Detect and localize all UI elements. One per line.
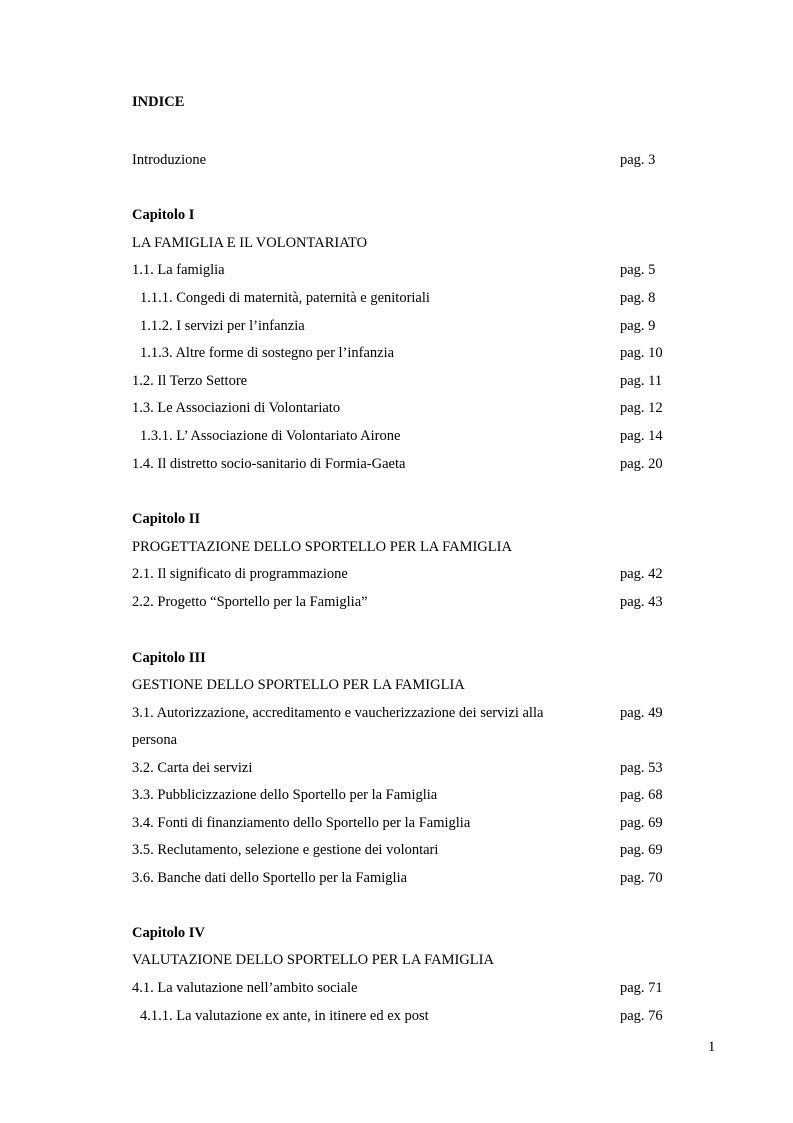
toc-entry-label: 3.6. Banche dati dello Sportello per la Famiglia — [132, 870, 408, 886]
toc-entry-label: 3.1. Autorizzazione, accreditamento e vaucherizzazione dei servizi alla — [132, 705, 544, 721]
toc-entry-label: 2.1. Il significato di programmazione — [132, 566, 348, 582]
toc-entry-label: 3.3. Pubblicizzazione dello Sportello per la Famiglia — [132, 787, 438, 803]
toc-entry-label: 4.1. La valutazione nell’ambito sociale — [132, 980, 358, 996]
toc-entry — [132, 1005, 672, 1027]
page-number: 1 — [708, 1039, 716, 1055]
toc-entry — [132, 425, 672, 447]
chapter-3-title: GESTIONE DELLO SPORTELLO PER LA FAMIGLIA — [132, 677, 465, 693]
chapter-4-heading: Capitolo IV — [132, 925, 205, 941]
toc-entry — [132, 591, 672, 613]
toc-entry — [132, 259, 672, 281]
toc-entry-label: 1.1. La famiglia — [132, 262, 225, 278]
toc-entry — [132, 453, 672, 475]
toc-entry-label: 2.2. Progetto “Sportello per la Famiglia” — [132, 594, 368, 610]
toc-entry-page: pag. 43 — [620, 594, 663, 610]
chapter-1-heading: Capitolo I — [132, 207, 195, 223]
toc-entry-page: pag. 49 — [620, 705, 663, 721]
toc-entry-label: 1.2. Il Terzo Settore — [132, 373, 248, 389]
toc-entry-label: 1.3.1. L’ Associazione di Volontariato Airone — [140, 428, 401, 444]
toc-entry-page: pag. 68 — [620, 787, 663, 803]
toc-entry — [132, 867, 672, 889]
toc-entry — [132, 977, 672, 999]
toc-entry-label: 1.1.2. I servizi per l’infanzia — [140, 318, 305, 334]
toc-entry-page: pag. 11 — [620, 373, 663, 389]
toc-entry-label: 1.4. Il distretto socio-sanitario di Formia-Gaeta — [132, 456, 406, 472]
chapter-2-title: PROGETTAZIONE DELLO SPORTELLO PER LA FAMIGLIA — [132, 539, 512, 555]
index-title: INDICE — [132, 94, 185, 110]
toc-entry-label: 3.4. Fonti di finanziamento dello Sportello per la Famiglia — [132, 815, 471, 831]
toc-entry-page: pag. 12 — [620, 400, 663, 416]
toc-entry-page: pag. 69 — [620, 842, 663, 858]
toc-entry-label: Introduzione — [132, 152, 207, 168]
toc-entry-page: pag. 20 — [620, 456, 663, 472]
toc-entry-label: 3.5. Reclutamento, selezione e gestione dei volontari — [132, 842, 439, 858]
chapter-1-title: LA FAMIGLIA E IL VOLONTARIATO — [132, 235, 368, 251]
toc-entry-label: 3.2. Carta dei servizi — [132, 760, 253, 776]
toc-entry — [132, 397, 672, 419]
toc-entry-label: 1.1.1. Congedi di maternità, paternità e genitoriali — [140, 290, 430, 306]
toc-entry-page: pag. 70 — [620, 870, 663, 886]
toc-entry-page: pag. 14 — [620, 428, 663, 444]
chapter-3-heading: Capitolo III — [132, 650, 206, 666]
chapter-4-title: VALUTAZIONE DELLO SPORTELLO PER LA FAMIGLIA — [132, 952, 494, 968]
toc-entry — [132, 702, 672, 724]
toc-entry-label-continuation: persona — [132, 732, 178, 748]
chapter-2-heading: Capitolo II — [132, 511, 201, 527]
toc-entry — [132, 563, 672, 585]
toc-entry — [132, 287, 672, 309]
toc-entry-label: 1.1.3. Altre forme di sostegno per l’infanzia — [140, 345, 395, 361]
toc-entry-page: pag. 10 — [620, 345, 663, 361]
toc-entry — [132, 315, 672, 337]
toc-entry-intro — [132, 149, 672, 171]
toc-entry — [132, 370, 672, 392]
toc-entry-label: 1.3. Le Associazioni di Volontariato — [132, 400, 341, 416]
toc-entry — [132, 839, 672, 861]
toc-entry-page: pag. 42 — [620, 566, 663, 582]
toc-entry-page: pag. 3 — [620, 152, 656, 168]
toc-entry-page: pag. 53 — [620, 760, 663, 776]
toc-entry-label: 4.1.1. La valutazione ex ante, in itinere ed ex post — [140, 1008, 429, 1024]
toc-entry — [132, 342, 672, 364]
toc-entry — [132, 757, 672, 779]
toc-entry-page: pag. 5 — [620, 262, 656, 278]
toc-entry-page: pag. 8 — [620, 290, 656, 306]
toc-entry-page: pag. 9 — [620, 318, 656, 334]
toc-entry-page: pag. 69 — [620, 815, 663, 831]
toc-entry — [132, 812, 672, 834]
toc-entry-page: pag. 76 — [620, 1008, 663, 1024]
toc-entry — [132, 784, 672, 806]
toc-entry-page: pag. 71 — [620, 980, 663, 996]
